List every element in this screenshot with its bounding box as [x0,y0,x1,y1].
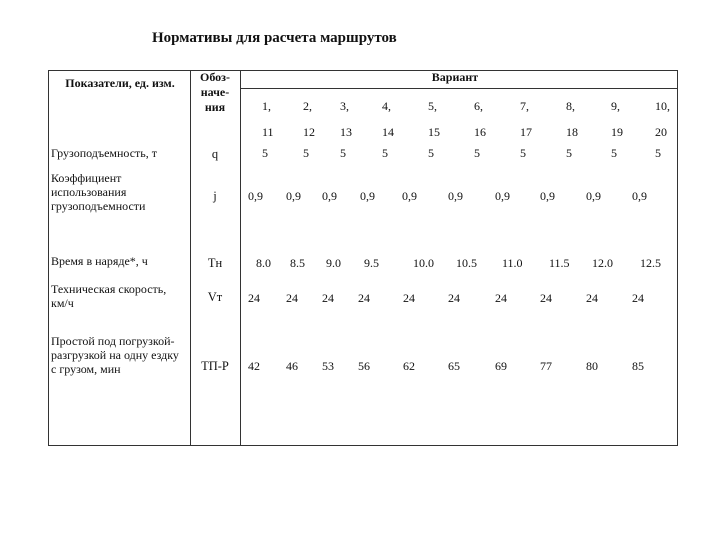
cell-value: 12.5 [640,256,661,270]
variant-number: 6, [474,99,483,113]
variant-number: 11 [262,125,274,139]
cell-value: 5 [566,146,572,160]
cell-value: 8.0 [256,256,271,270]
cell-value: 62 [403,359,415,373]
row-symbol: j [213,189,217,203]
cell-value: 5 [655,146,661,160]
variant-number: 19 [611,125,623,139]
cell-value: 5 [340,146,346,160]
variant-number: 17 [520,125,532,139]
cell-value: 12.0 [592,256,613,270]
variant-number: 3, [340,99,349,113]
variant-number: 16 [474,125,486,139]
cell-value: 0,9 [540,189,555,203]
cell-value: 11.0 [502,256,523,270]
variant-number: 7, [520,99,529,113]
cell-value: 5 [382,146,388,160]
row-divider [240,88,678,89]
variant-number: 15 [428,125,440,139]
cell-value: 0,9 [322,189,337,203]
row-label: Грузоподъемность, т [51,146,158,160]
row-label: Коэффициент использования грузоподъемности [51,171,146,213]
variant-number: 14 [382,125,394,139]
column-divider [240,70,241,446]
cell-value: 24 [403,291,415,305]
cell-value: 24 [322,291,334,305]
row-label: Простой под погрузкой-разгрузкой на одну ездку с грузом, мин [51,334,179,376]
cell-value: 80 [586,359,598,373]
cell-value: 10.0 [413,256,434,270]
cell-value: 24 [358,291,370,305]
cell-value: 10.5 [456,256,477,270]
variant-number: 8, [566,99,575,113]
cell-value: 5 [520,146,526,160]
cell-value: 24 [248,291,260,305]
cell-value: 24 [632,291,644,305]
cell-value: 0,9 [448,189,463,203]
page-title: Нормативы для расчета маршрутов [152,30,397,46]
row-symbol: Vт [207,290,223,304]
cell-value: 5 [428,146,434,160]
cell-value: 0,9 [586,189,601,203]
variant-number: 12 [303,125,315,139]
variant-number: 18 [566,125,578,139]
variant-number: 1, [262,99,271,113]
cell-value: 0,9 [360,189,375,203]
cell-value: 69 [495,359,507,373]
cell-value: 53 [322,359,334,373]
row-label: Техническая скорость, км/ч [51,282,167,310]
cell-value: 56 [358,359,370,373]
cell-value: 11.5 [549,256,570,270]
row-symbol: ТП-Р [201,359,229,373]
cell-value: 5 [611,146,617,160]
indicator-header: Показатели, ед. изм. [65,76,175,90]
variant-number: 5, [428,99,437,113]
cell-value: 5 [303,146,309,160]
cell-value: 0,9 [248,189,263,203]
cell-value: 42 [248,359,260,373]
variant-number: 20 [655,125,667,139]
cell-value: 0,9 [495,189,510,203]
variant-number: 10, [655,99,670,113]
variant-number: 4, [382,99,391,113]
cell-value: 46 [286,359,298,373]
variant-header: Вариант [431,70,479,84]
cell-value: 0,9 [286,189,301,203]
cell-value: 5 [474,146,480,160]
row-symbol: q [211,147,219,161]
cell-value: 8.5 [290,256,305,270]
variant-number: 13 [340,125,352,139]
cell-value: 24 [286,291,298,305]
cell-value: 0,9 [632,189,647,203]
cell-value: 24 [448,291,460,305]
cell-value: 9.0 [326,256,341,270]
cell-value: 24 [540,291,552,305]
cell-value: 24 [586,291,598,305]
cell-value: 5 [262,146,268,160]
cell-value: 0,9 [402,189,417,203]
row-symbol: Тн [207,256,223,270]
cell-value: 65 [448,359,460,373]
row-label: Время в наряде*, ч [51,254,148,268]
variant-number: 2, [303,99,312,113]
cell-value: 24 [495,291,507,305]
cell-value: 85 [632,359,644,373]
cell-value: 77 [540,359,552,373]
cell-value: 9.5 [364,256,379,270]
variant-number: 9, [611,99,620,113]
designation-header: Обоз-наче-ния [200,70,230,114]
